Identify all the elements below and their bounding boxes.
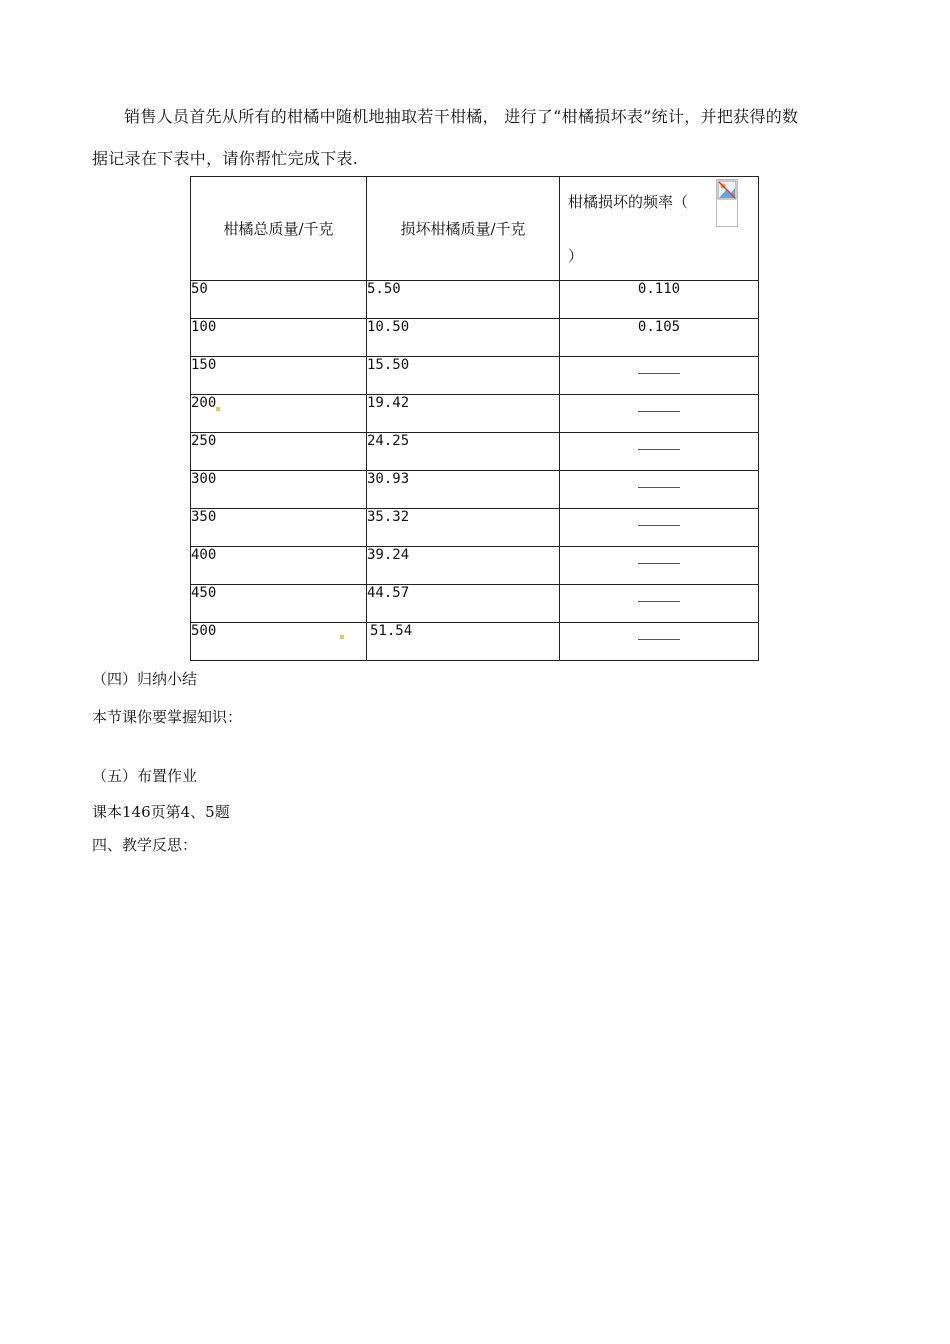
- table-row: [191, 357, 759, 395]
- citrus-damage-table: [190, 176, 759, 661]
- header-frequency-label: 柑橘损坏的频率（: [568, 193, 689, 211]
- table-row: [191, 319, 759, 357]
- cell-total-mass: 250: [191, 433, 367, 471]
- cell-total-mass: 150: [191, 357, 367, 395]
- cell-total-mass: 300: [191, 471, 367, 509]
- cell-damaged-mass: [367, 623, 560, 661]
- header-total-mass: 柑橘总质量/千克: [191, 177, 367, 281]
- cell-frequency-blank: [560, 547, 759, 585]
- homework-heading: （五）布置作业: [92, 767, 198, 785]
- fill-in-blank: [638, 563, 680, 564]
- cell-frequency: 0.105: [560, 319, 759, 357]
- table-row: [191, 281, 759, 319]
- cell-damaged-mass: 10.50: [367, 319, 560, 357]
- header-frequency-close: ）: [568, 247, 584, 265]
- cell-frequency: 0.110: [560, 281, 759, 319]
- broken-image-icon: [716, 179, 738, 227]
- reflection-heading: 四、教学反思：: [92, 836, 198, 854]
- cell-total-mass: 100: [191, 319, 367, 357]
- cell-total-mass: 500: [191, 623, 367, 661]
- fill-in-blank: [638, 601, 680, 602]
- cell-total-mass-value: 200: [191, 395, 217, 411]
- table-row: [191, 471, 759, 509]
- cell-damaged-mass: 44.57: [367, 585, 560, 623]
- cell-damaged-mass: 24.25: [367, 433, 560, 471]
- fill-in-blank: [638, 639, 680, 640]
- header-damaged-mass: 损坏柑橘质量/千克: [367, 177, 560, 281]
- cell-frequency-blank: [560, 395, 759, 433]
- highlight-mark: [216, 407, 220, 411]
- homework-text: 课本146页第4、5题: [92, 803, 230, 821]
- table-row: [191, 585, 759, 623]
- highlight-mark: [340, 635, 344, 639]
- cell-damaged-mass: 5.50: [367, 281, 560, 319]
- cell-frequency-blank: [560, 433, 759, 471]
- cell-total-mass: 50: [191, 281, 367, 319]
- fill-in-blank: [638, 525, 680, 526]
- cell-total-mass: [191, 395, 367, 433]
- table-row: [191, 395, 759, 433]
- cell-damaged-mass: 39.24: [367, 547, 560, 585]
- cell-frequency-blank: [560, 585, 759, 623]
- fill-in-blank: [638, 411, 680, 412]
- table-row: [191, 433, 759, 471]
- summary-heading: （四）归纳小结: [92, 670, 198, 688]
- table-row: [191, 623, 759, 661]
- cell-damaged-mass: 30.93: [367, 471, 560, 509]
- header-damage-frequency: [560, 177, 759, 281]
- cell-frequency-blank: [560, 471, 759, 509]
- intro-line-1: 销售人员首先从所有的柑橘中随机地抽取若干柑橘， 进行了“柑橘损坏表”统计，并把获得的数: [124, 107, 799, 126]
- intro-line-2: 据记录在下表中，请你帮忙完成下表.: [92, 149, 359, 168]
- fill-in-blank: [638, 449, 680, 450]
- intro-paragraph: [92, 96, 862, 180]
- table-header-row: [191, 177, 759, 281]
- cell-damaged-mass: 19.42: [367, 395, 560, 433]
- cell-total-mass: 350: [191, 509, 367, 547]
- cell-frequency-blank: [560, 357, 759, 395]
- table-row: [191, 509, 759, 547]
- cell-total-mass: 400: [191, 547, 367, 585]
- cell-damaged-mass-value: 51.54: [370, 623, 413, 639]
- cell-frequency-blank: [560, 509, 759, 547]
- cell-damaged-mass: 15.50: [367, 357, 560, 395]
- table-row: [191, 547, 759, 585]
- cell-frequency-blank: [560, 623, 759, 661]
- cell-damaged-mass: 35.32: [367, 509, 560, 547]
- summary-text: 本节课你要掌握知识：: [92, 708, 243, 726]
- fill-in-blank: [638, 487, 680, 488]
- cell-total-mass: 450: [191, 585, 367, 623]
- fill-in-blank: [638, 373, 680, 374]
